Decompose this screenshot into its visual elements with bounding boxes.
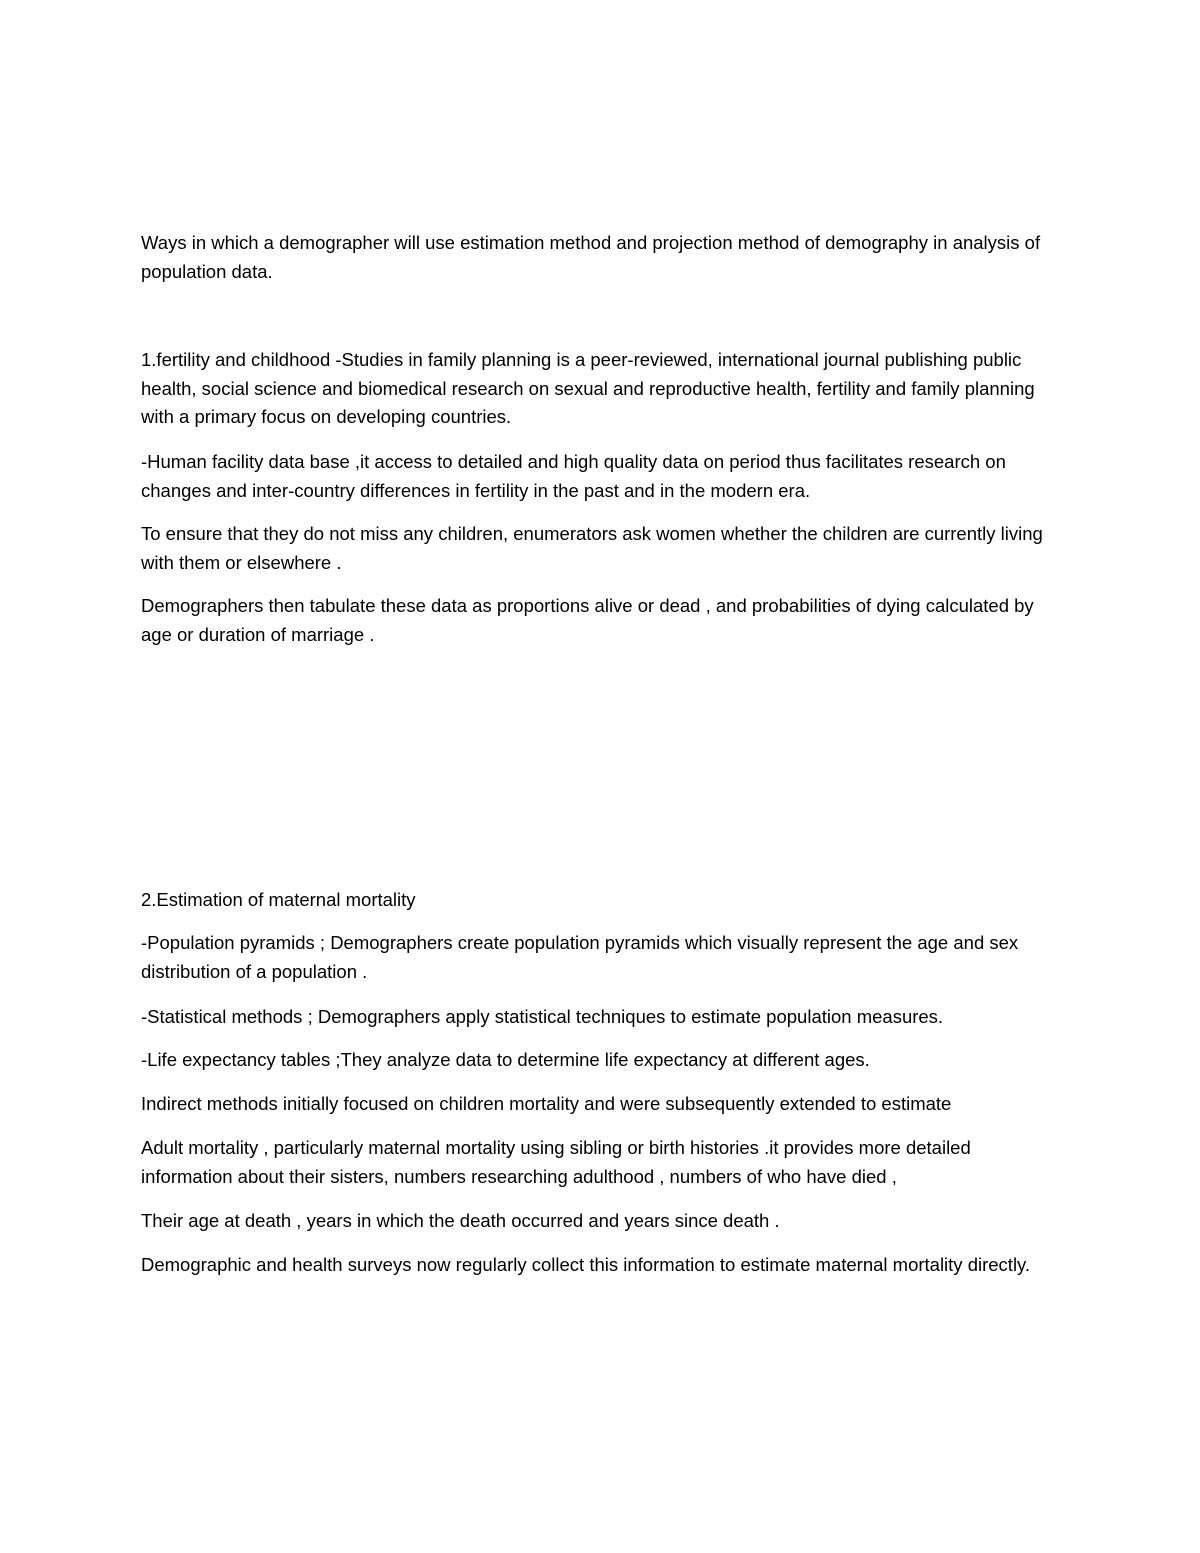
section2-paragraph: -Statistical methods ; Demographers apply statistical techniques to estimate population measures. <box>141 1006 944 1027</box>
section2-paragraph: -Population pyramids ; Demographers create population pyramids which visually represent the age and sex distribution of a population . <box>141 932 1019 982</box>
section1-paragraph: Demographers then tabulate these data as proportions alive or dead , and probabilities of dying calculated by age or duration of marriage . <box>141 595 1034 645</box>
section2-paragraph: -Life expectancy tables ;They analyze data to determine life expectancy at different ages. <box>141 1049 870 1070</box>
section2-heading: 2.Estimation of maternal mortality <box>141 889 416 910</box>
section1-paragraph: -Human facility data base ,it access to detailed and high quality data on period thus facilitates research on changes and inter-country differences in fertility in the past and in the modern era. <box>141 451 1006 501</box>
section2-paragraph: Demographic and health surveys now regularly collect this information to estimate maternal mortality directly. <box>141 1254 1031 1275</box>
document-title: Ways in which a demographer will use estimation method and projection method of demography in analysis of population data. <box>141 232 1041 282</box>
section2-paragraph: Adult mortality , particularly maternal mortality using sibling or birth histories .it provides more detailed information about their sisters, numbers researching adulthood , numbers of who have died , <box>141 1137 971 1187</box>
section2-paragraph: Their age at death , years in which the death occurred and years since death . <box>141 1210 780 1231</box>
section2-paragraph: Indirect methods initially focused on children mortality and were subsequently extended to estimate <box>141 1093 952 1114</box>
section1-intro: 1.fertility and childhood -Studies in family planning is a peer-reviewed, international journal publishing public health, social science and biomedical research on sexual and reproductive health, fertility and family planning with a primary focus on developing countries. <box>141 349 1035 427</box>
section1-paragraph: To ensure that they do not miss any children, enumerators ask women whether the children are currently living with them or elsewhere . <box>141 523 1043 573</box>
